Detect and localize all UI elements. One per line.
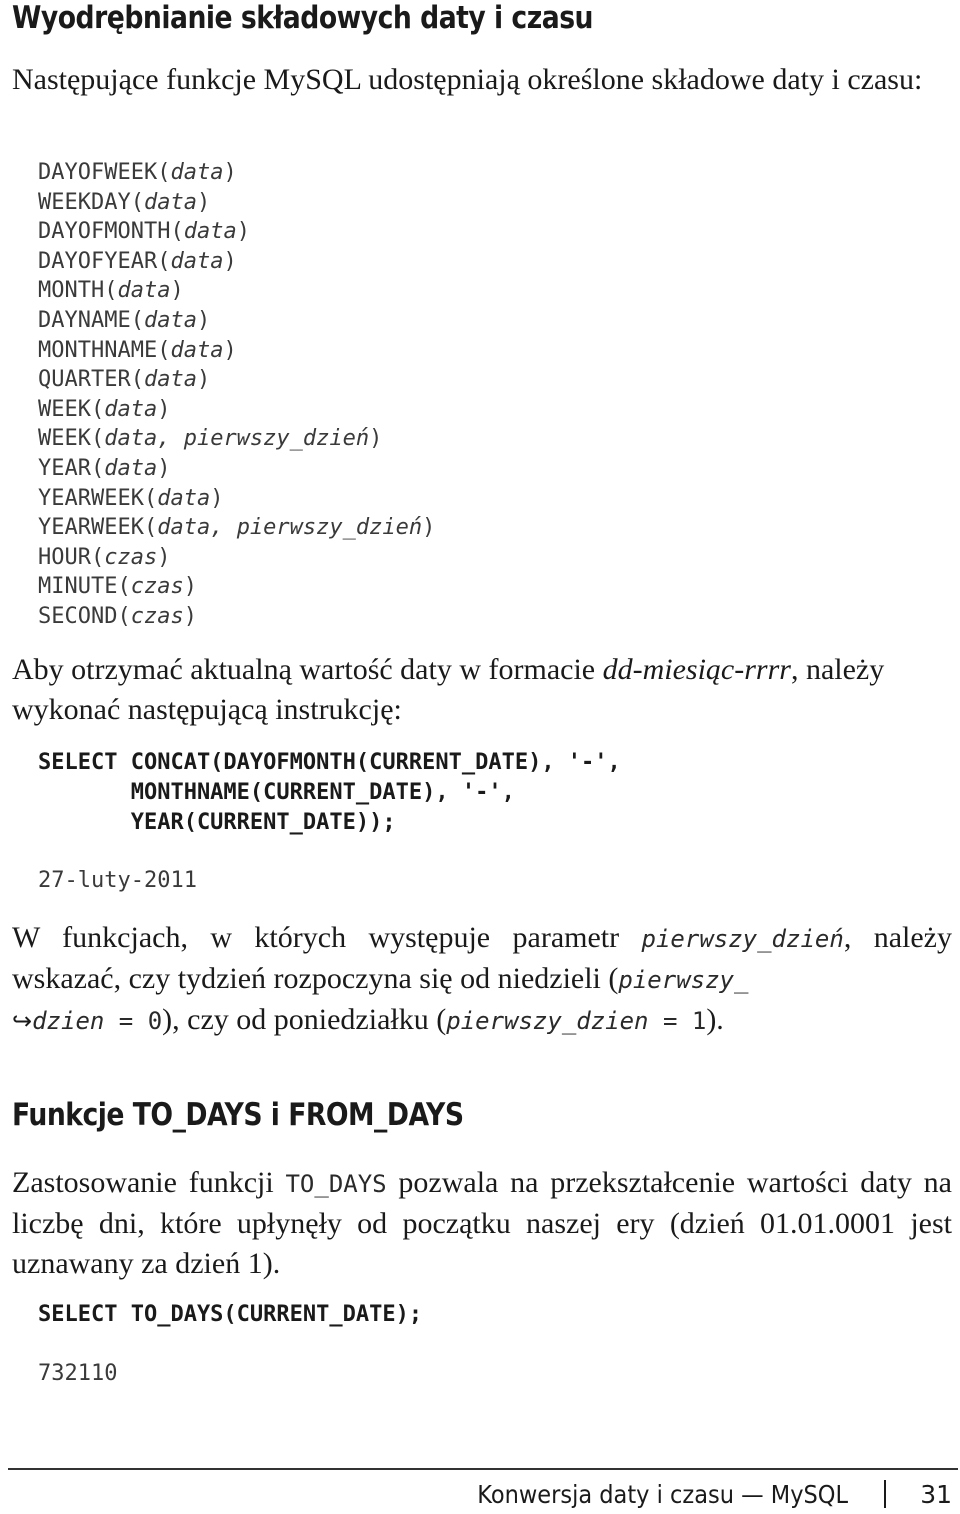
param-value: = 1 (648, 1007, 707, 1035)
function-close: ) (210, 485, 224, 511)
code-block-to-days: SELECT TO_DAYS(CURRENT_DATE); (38, 1302, 423, 1327)
query-output: 27-luty-2011 (38, 868, 197, 893)
function-args: data (183, 219, 237, 245)
function-name: TO_DAYS (285, 1170, 387, 1198)
param-name: pierwszy_ (618, 966, 749, 994)
query-output: 732110 (38, 1361, 118, 1386)
function-args: data (170, 248, 224, 274)
function-name: DAYOFYEAR( (38, 248, 171, 274)
function-close: ) (183, 574, 197, 600)
intro-paragraph: Następujące funkcje MySQL udostępniają określone składowe daty i czasu: (12, 63, 923, 96)
function-close: ) (157, 455, 171, 481)
text-segment: , należy wykonać następującą instrukcję: (12, 653, 885, 726)
function-signature (38, 395, 435, 425)
function-name: DAYOFWEEK( (38, 160, 171, 185)
section-heading: Funkcje TO_DAYS i FROM_DAYS (12, 1097, 464, 1133)
function-args: czas (130, 574, 184, 600)
function-close: ) (157, 396, 171, 422)
function-name: WEEK( (38, 396, 105, 422)
function-signature (38, 365, 435, 395)
code-line: MONTHNAME(CURRENT_DATE), '-', (38, 780, 515, 805)
section-heading: Wyodrębnianie składowych daty i czasu (12, 0, 594, 36)
function-args: data, pierwszy_dzień (104, 426, 370, 452)
function-args: data, pierwszy_dzień (157, 515, 423, 541)
text-segment: W funkcjach, w których występuje parametr (12, 921, 642, 954)
function-args: data (143, 367, 197, 393)
function-close: ) (223, 160, 237, 185)
function-args: data (104, 396, 158, 422)
to-days-paragraph (12, 1163, 952, 1284)
function-close: ) (196, 307, 211, 333)
function-signature (38, 572, 435, 602)
function-args: data (117, 278, 171, 304)
function-list (38, 158, 435, 632)
function-signature (38, 513, 435, 543)
date-format: dd-miesiąc-rrrr (602, 653, 791, 686)
text-segment: Aby otrzymać aktualną wartość daty w formacie (12, 653, 603, 686)
function-name: MINUTE( (38, 574, 131, 600)
param-name: pierwszy_dzień (641, 925, 844, 953)
function-args: data (104, 455, 158, 481)
text-segment: , należy wskazać, czy tydzień rozpoczyna się od niedzieli ( (12, 921, 952, 995)
text-segment: ). (706, 1003, 724, 1036)
function-signature (38, 336, 435, 366)
function-name: YEARWEEK( (38, 485, 158, 511)
function-signature (38, 276, 435, 306)
function-signature (38, 543, 435, 573)
function-args: data (143, 307, 197, 333)
function-name: WEEK( (38, 426, 105, 452)
text-segment: ), czy od poniedziałku ( (162, 1003, 447, 1036)
function-close: ) (196, 367, 211, 393)
function-name: DAYOFMONTH( (38, 219, 184, 245)
function-close: ) (223, 248, 237, 274)
function-signature (38, 602, 435, 632)
running-title: Konwersja daty i czasu — MySQL (477, 1479, 849, 1509)
function-name: SECOND( (38, 603, 131, 629)
function-name: YEAR( (38, 455, 105, 481)
function-name: QUARTER( (38, 367, 144, 393)
function-close: ) (183, 603, 197, 629)
function-signature (38, 424, 435, 454)
function-signature (38, 484, 435, 514)
function-signature (38, 217, 435, 247)
text-segment: Zastosowanie funkcji (12, 1166, 286, 1199)
function-close: ) (196, 189, 211, 215)
function-args: czas (130, 603, 184, 629)
param-value: = 0 (104, 1007, 163, 1035)
first-day-paragraph (12, 918, 952, 1041)
function-close: ) (223, 337, 237, 363)
code-block-concat (38, 748, 621, 838)
line-continuation-icon: ↪ (12, 1007, 33, 1035)
function-close: ) (236, 219, 250, 245)
function-args: data (170, 160, 224, 185)
function-name: MONTHNAME( (38, 337, 171, 363)
function-args: czas (104, 544, 158, 570)
param-name: pierwszy_dzien (446, 1007, 649, 1035)
function-args: data (157, 485, 211, 511)
function-signature (38, 306, 435, 336)
function-close: ) (170, 278, 184, 304)
function-signature (38, 158, 435, 188)
function-close: ) (157, 544, 171, 570)
function-close: ) (422, 515, 436, 541)
function-close: ) (369, 426, 383, 452)
param-name: dzien (32, 1007, 105, 1035)
page-number: 31 (920, 1479, 952, 1509)
function-name: DAYNAME( (38, 307, 144, 333)
footer-divider (8, 1468, 958, 1470)
code-line: YEAR(CURRENT_DATE)); (38, 810, 396, 835)
function-name: MONTH( (38, 278, 118, 304)
function-signature (38, 188, 435, 218)
footer-separator (884, 1480, 886, 1508)
format-paragraph (12, 650, 952, 730)
page-footer (436, 1476, 952, 1512)
function-name: WEEKDAY( (38, 189, 144, 215)
function-signature (38, 454, 435, 484)
function-args: data (143, 189, 197, 215)
function-name: YEARWEEK( (38, 515, 158, 541)
text-segment: pozwala na przekształcenie wartości daty na liczbę dni, które upłynęły od początku naszej ery (dzień 01.01.0001 jest uznawany za dzień 1). (12, 1166, 952, 1280)
function-args: data (170, 337, 224, 363)
function-signature (38, 247, 435, 277)
function-name: HOUR( (38, 544, 105, 570)
code-line: SELECT CONCAT(DAYOFMONTH(CURRENT_DATE), '-', (38, 750, 621, 775)
